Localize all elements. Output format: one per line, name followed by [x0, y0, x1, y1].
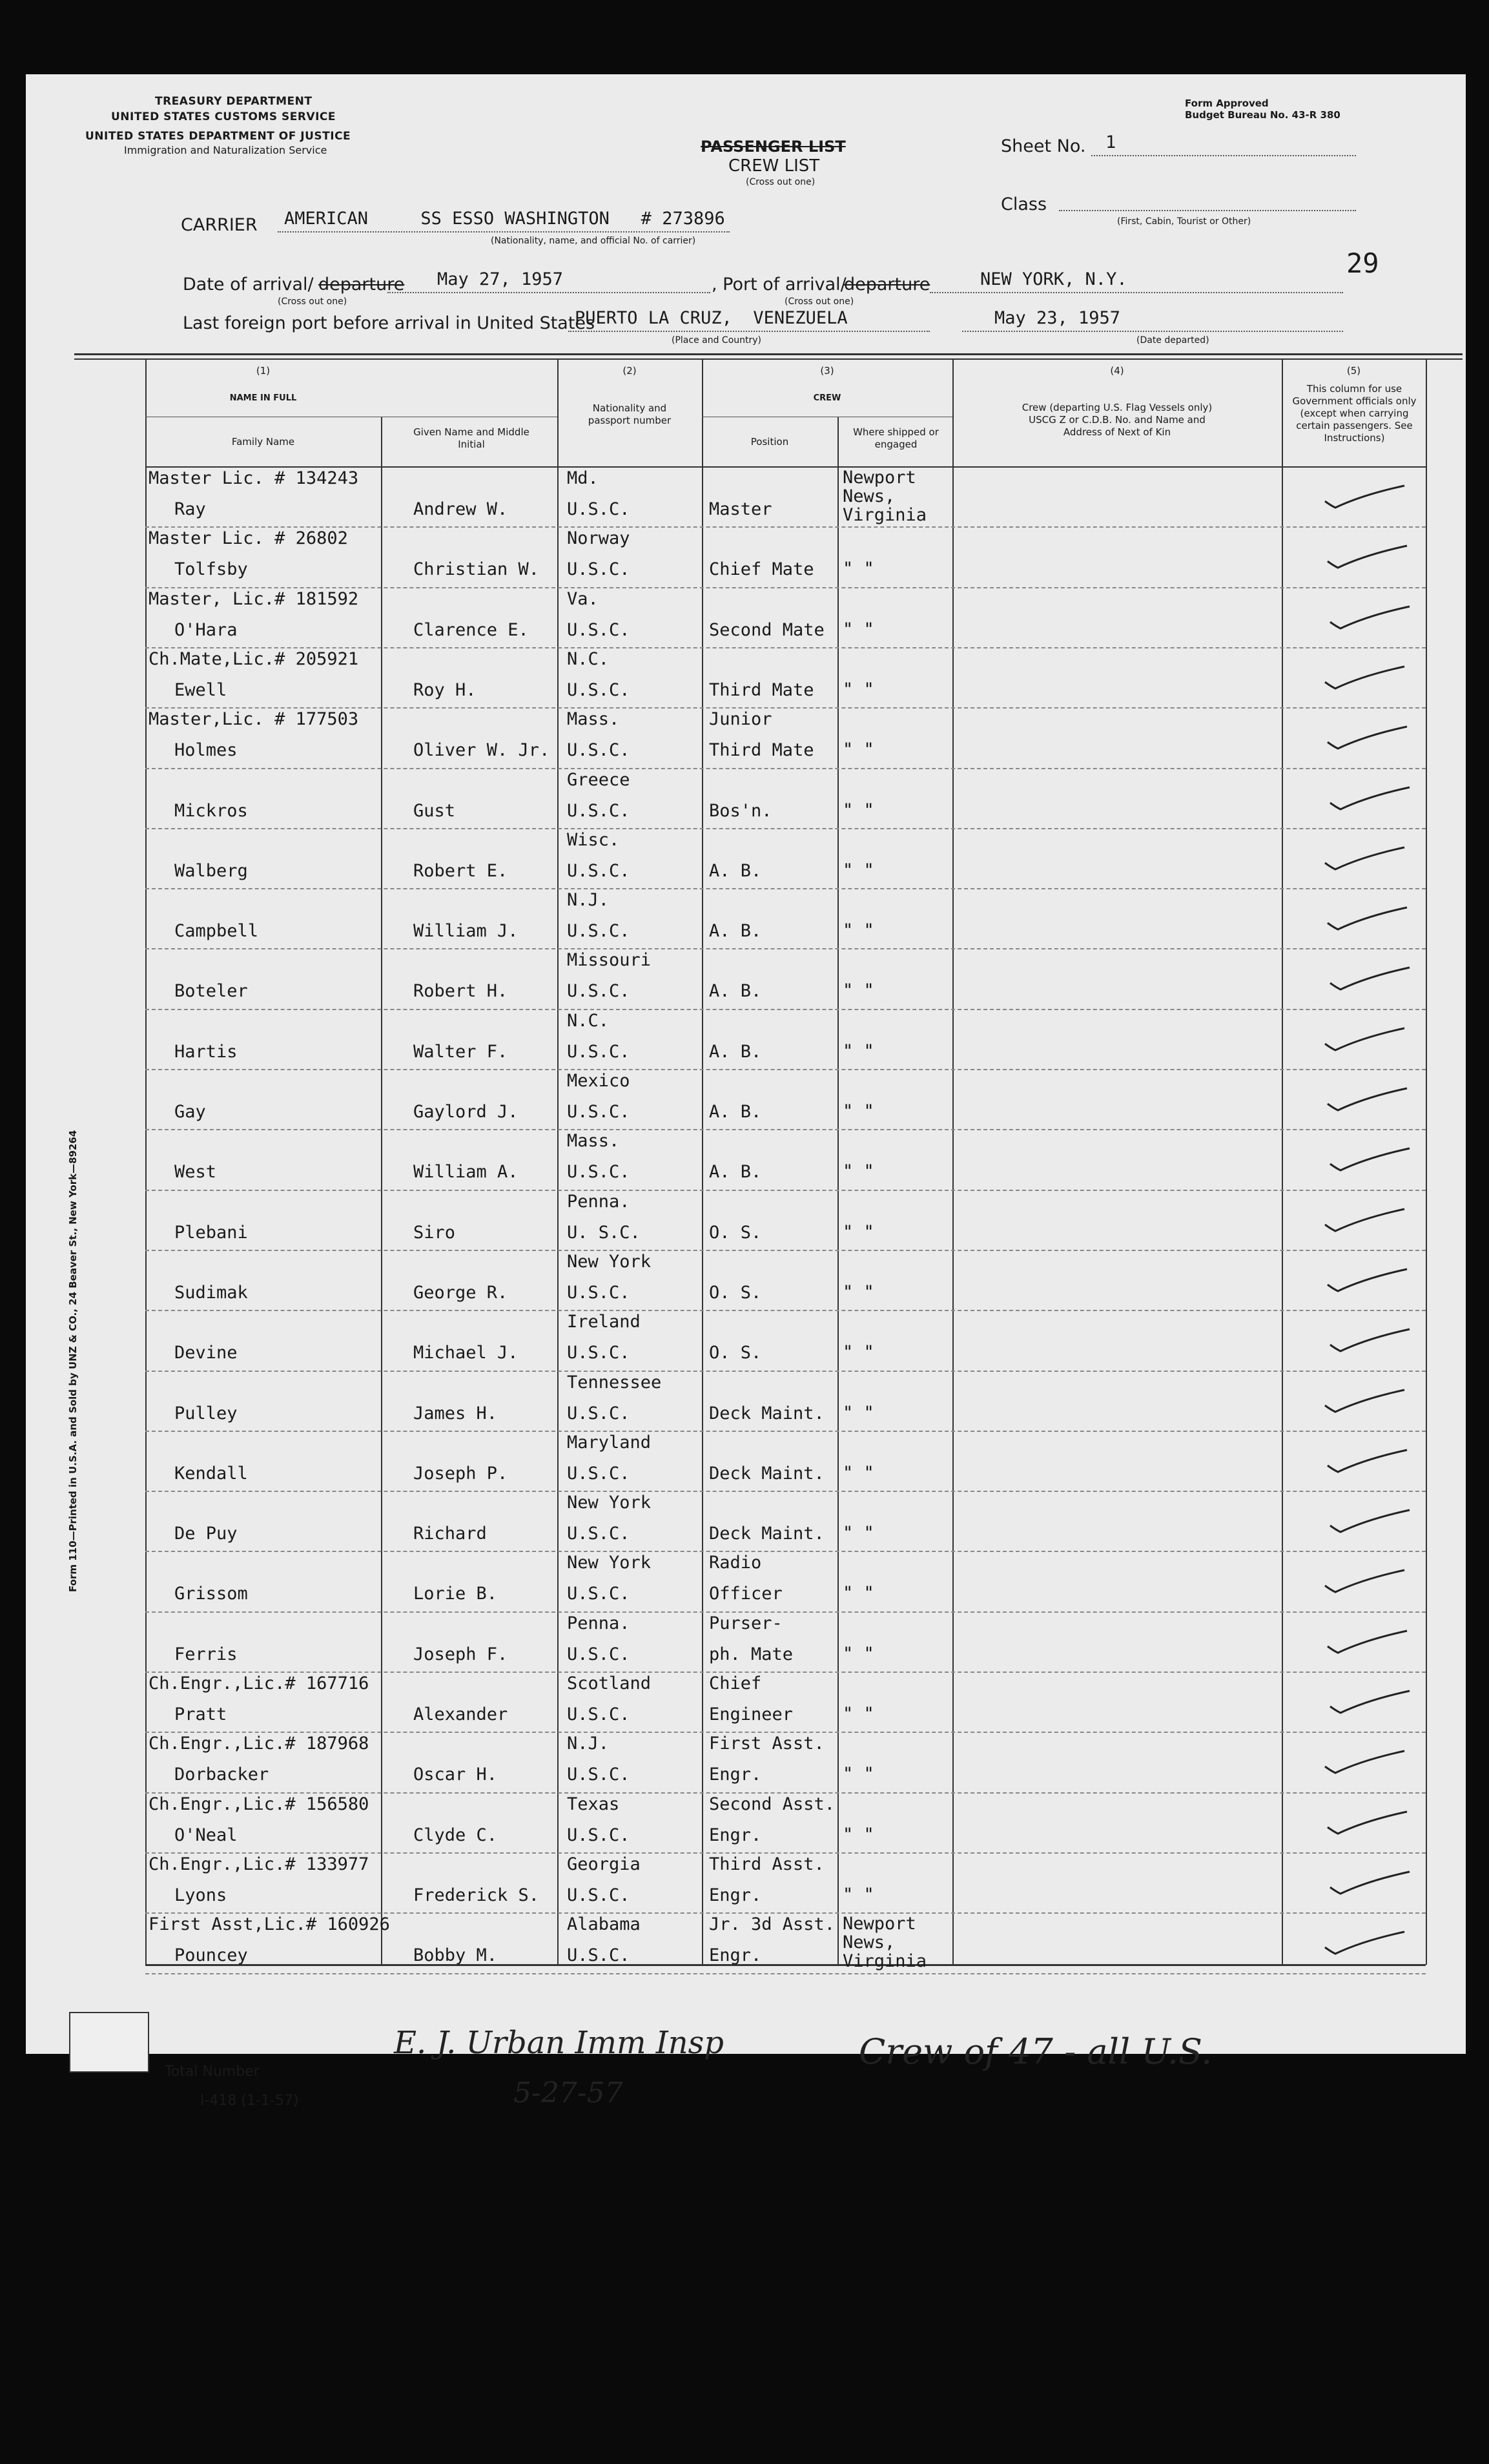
given-name: Frederick S.	[413, 1885, 540, 1905]
passport-nationality: U. S.C.	[567, 1222, 641, 1243]
col1-sub: NAME IN FULL	[229, 393, 297, 403]
nationality-origin: New York	[567, 1553, 652, 1573]
position: O. S.	[709, 1282, 762, 1303]
row-separator	[145, 1250, 1426, 1252]
position: Deck Maint.	[709, 1524, 825, 1544]
passport-nationality: U.S.C.	[567, 1403, 630, 1424]
sheet-value: 1	[1105, 132, 1116, 152]
license-note: Master Lic. # 134243	[149, 468, 359, 488]
position-line-1: Purser-	[709, 1613, 783, 1633]
agency-line-4: Immigration and Naturalization Service	[124, 144, 327, 156]
given-name: William A.	[413, 1162, 519, 1183]
passport-nationality: U.S.C.	[567, 1282, 630, 1303]
passport-nationality: U.S.C.	[567, 1945, 630, 1966]
given-name: Gust	[413, 800, 456, 821]
title-note: (Cross out one)	[746, 177, 816, 187]
official-check-icon	[1326, 1086, 1410, 1118]
where-shipped: " "	[843, 860, 874, 880]
class-label: Class	[1001, 194, 1047, 214]
nationality-origin: Georgia	[567, 1854, 641, 1874]
position: Engr.	[709, 1765, 762, 1785]
nationality-origin: Mass.	[567, 1131, 620, 1152]
where-shipped: " "	[843, 980, 874, 1001]
position: Chief Mate	[709, 559, 814, 580]
col3-num: (3)	[820, 365, 834, 377]
passport-nationality: U.S.C.	[567, 1463, 630, 1484]
crew-total-note: Crew of 47 - all U.S.	[859, 2031, 1213, 2072]
last-port-date: May 23, 1957	[994, 308, 1121, 328]
row-separator	[145, 1611, 1426, 1613]
official-check-icon	[1324, 483, 1408, 515]
passport-nationality: U.S.C.	[567, 559, 630, 580]
crew-list-title: CREW LIST	[728, 156, 820, 176]
family-name: Campbell	[174, 921, 259, 942]
official-check-icon	[1324, 1026, 1408, 1058]
row-separator	[145, 888, 1426, 890]
family-name: Hartis	[174, 1041, 238, 1062]
agency-line-3: UNITED STATES DEPARTMENT OF JUSTICE	[85, 130, 351, 143]
col1-num: (1)	[256, 365, 271, 377]
where-shipped: " "	[843, 1402, 874, 1423]
family-name: Holmes	[174, 740, 238, 761]
printer-margin-note: Form 110—Printed in U.S.A. and Sold by UNZ & CO., 24 Beaver St., New York—89264	[67, 1130, 79, 1592]
given-name: Clyde C.	[413, 1825, 498, 1845]
arrival-date-label: Date of arrival/	[183, 274, 314, 295]
nationality-origin: Penna.	[567, 1613, 630, 1633]
col2-num: (2)	[622, 365, 637, 377]
position: Engr.	[709, 1825, 762, 1845]
passport-nationality: U.S.C.	[567, 1584, 630, 1604]
family-name: Ray	[174, 499, 206, 519]
family-name: Ferris	[174, 1644, 238, 1664]
family-name: O'Neal	[174, 1825, 238, 1845]
license-note: First Asst,Lic.# 160926	[149, 1914, 390, 1935]
official-check-icon	[1326, 905, 1410, 937]
family-name: Dorbacker	[174, 1765, 269, 1785]
carrier-note: (Nationality, name, and official No. of carrier)	[491, 236, 696, 246]
row-separator	[145, 1190, 1426, 1192]
where-shipped: " "	[843, 1523, 874, 1544]
license-note: Ch.Engr.,Lic.# 187968	[149, 1734, 369, 1754]
nationality-origin: Mexico	[567, 1071, 630, 1091]
where-shipped: " "	[843, 1161, 874, 1182]
official-check-icon	[1324, 1568, 1408, 1600]
sheet-label: Sheet No.	[1001, 136, 1086, 156]
official-check-icon	[1326, 543, 1410, 575]
passport-nationality: U.S.C.	[567, 1885, 630, 1905]
position-line-1: Third Asst.	[709, 1854, 825, 1874]
where-shipped: " "	[843, 1040, 874, 1061]
nationality-origin: N.J.	[567, 1734, 610, 1754]
col5-num: (5)	[1346, 365, 1361, 377]
given-name: Richard	[413, 1524, 487, 1544]
where-shipped: " "	[843, 1824, 874, 1845]
given-name: Walter F.	[413, 1041, 508, 1062]
row-separator	[145, 1431, 1426, 1433]
arrival-date-struck: departure	[318, 274, 405, 295]
family-name: Pratt	[174, 1704, 227, 1724]
passport-nationality: U.S.C.	[567, 499, 630, 519]
nationality-origin: N.C.	[567, 1010, 610, 1031]
where-shipped: " "	[843, 1101, 874, 1121]
carrier-label: CARRIER	[181, 215, 258, 235]
row-separator	[145, 1069, 1426, 1071]
official-check-icon	[1326, 1628, 1410, 1661]
nationality-origin: Norway	[567, 528, 630, 549]
passport-nationality: U.S.C.	[567, 1704, 630, 1724]
position: O. S.	[709, 1343, 762, 1363]
family-name: West	[174, 1162, 217, 1183]
given-name: George R.	[413, 1282, 508, 1303]
passenger-list-struck: PASSENGER LIST	[701, 138, 846, 156]
where-shipped: " "	[843, 1884, 874, 1905]
where-shipped: " "	[843, 679, 874, 699]
given-name: James H.	[413, 1403, 498, 1424]
form-approved: Form Approved	[1185, 98, 1269, 109]
given-name: Gaylord J.	[413, 1102, 519, 1122]
position-line-1: Chief	[709, 1673, 762, 1693]
official-check-icon	[1329, 1869, 1413, 1901]
position: Third Mate	[709, 740, 814, 761]
nationality-origin: Greece	[567, 769, 630, 790]
official-check-icon	[1329, 604, 1413, 636]
where-shipped: " "	[843, 1583, 874, 1604]
passport-nationality: U.S.C.	[567, 1041, 630, 1062]
family-name: Devine	[174, 1343, 238, 1363]
official-check-icon	[1326, 724, 1410, 756]
position: Master	[709, 499, 772, 519]
col2-sub: Nationality and passport number	[588, 402, 672, 426]
position-line-1: Radio	[709, 1553, 762, 1573]
carrier-value: AMERICAN SS ESSO WASHINGTON # 273896	[284, 209, 725, 229]
row-separator	[145, 1310, 1426, 1312]
given-name: Bobby M.	[413, 1945, 498, 1966]
position: Second Mate	[709, 619, 825, 640]
family-name: Pulley	[174, 1403, 238, 1424]
nationality-origin: Penna.	[567, 1191, 630, 1212]
nationality-origin: Va.	[567, 588, 599, 609]
budget-bureau: Budget Bureau No. 43-R 380	[1185, 109, 1340, 121]
place-note: (Place and Country)	[672, 335, 762, 346]
where-head: Where shipped or engaged	[853, 426, 939, 450]
given-name: William J.	[413, 921, 519, 942]
form-code: I-418 (1-1-57)	[200, 2093, 299, 2109]
nationality-origin: N.C.	[567, 648, 610, 669]
passport-nationality: U.S.C.	[567, 981, 630, 1002]
position: Deck Maint.	[709, 1463, 825, 1484]
row-separator	[145, 1371, 1426, 1372]
nationality-origin: Alabama	[567, 1914, 641, 1935]
license-note: Ch.Mate,Lic.# 205921	[149, 648, 359, 669]
position: A. B.	[709, 860, 762, 881]
position: A. B.	[709, 1041, 762, 1062]
nationality-origin: New York	[567, 1493, 652, 1513]
family-name: Gay	[174, 1102, 206, 1122]
where-shipped: Newport News, Virginia	[843, 468, 927, 525]
crew-list-form	[26, 74, 1466, 2109]
nationality-origin: Wisc.	[567, 829, 620, 850]
where-shipped: Newport News, Virginia	[843, 1914, 927, 1972]
official-check-icon	[1329, 1327, 1413, 1359]
family-name: Ewell	[174, 679, 227, 700]
given-name: Clarence E.	[413, 619, 529, 640]
given-name: Alexander	[413, 1704, 508, 1724]
agency-line-2: UNITED STATES CUSTOMS SERVICE	[111, 110, 336, 123]
position-line-1: First Asst.	[709, 1734, 825, 1754]
official-check-icon	[1329, 785, 1413, 817]
nationality-origin: Texas	[567, 1794, 620, 1814]
where-shipped: " "	[843, 800, 874, 820]
position: A. B.	[709, 981, 762, 1002]
position-line-1: Junior	[709, 709, 772, 730]
family-name: Pouncey	[174, 1945, 248, 1966]
where-shipped: " "	[843, 1221, 874, 1242]
nationality-origin: Tennessee	[567, 1372, 662, 1392]
given-name: Andrew W.	[413, 499, 508, 519]
license-note: Master, Lic.# 181592	[149, 588, 359, 609]
family-name: O'Hara	[174, 619, 238, 640]
col4-num: (4)	[1110, 365, 1124, 377]
row-separator	[145, 948, 1426, 950]
passport-nationality: U.S.C.	[567, 1524, 630, 1544]
given-name: Lorie B.	[413, 1584, 498, 1604]
passport-nationality: U.S.C.	[567, 1162, 630, 1183]
position: A. B.	[709, 1162, 762, 1183]
nationality-origin: Md.	[567, 468, 599, 488]
row-separator	[145, 1009, 1426, 1011]
row-separator	[145, 1491, 1426, 1493]
given-name: Robert H.	[413, 981, 508, 1002]
where-shipped: " "	[843, 740, 874, 760]
row-separator	[145, 1129, 1426, 1131]
passport-nationality: U.S.C.	[567, 1765, 630, 1785]
last-port-label: Last foreign port before arrival in United States	[183, 313, 595, 333]
where-shipped: " "	[843, 1281, 874, 1302]
port-struck: departure	[844, 274, 930, 295]
official-check-icon	[1329, 1507, 1413, 1540]
family-name: De Puy	[174, 1524, 238, 1544]
passport-nationality: U.S.C.	[567, 679, 630, 700]
family-name: Kendall	[174, 1463, 248, 1484]
passport-nationality: U.S.C.	[567, 800, 630, 821]
family-name: Sudimak	[174, 1282, 248, 1303]
passport-nationality: U.S.C.	[567, 1102, 630, 1122]
position: O. S.	[709, 1222, 762, 1243]
official-check-icon	[1324, 845, 1408, 877]
port-value: NEW YORK, N.Y.	[980, 269, 1127, 289]
nationality-origin: Scotland	[567, 1673, 652, 1693]
port-cross-note: (Cross out one)	[785, 296, 854, 307]
nationality-origin: Ireland	[567, 1312, 641, 1332]
official-check-icon	[1329, 965, 1413, 997]
family-name: Tolfsby	[174, 559, 248, 580]
license-note: Ch.Engr.,Lic.# 133977	[149, 1854, 369, 1874]
given-name: Roy H.	[413, 679, 477, 700]
family-name: Boteler	[174, 981, 248, 1002]
col5-sub: This column for use Government officials only (except when carrying certain passengers. See Instructions)	[1292, 383, 1417, 444]
given-name: Joseph F.	[413, 1644, 508, 1664]
last-port-value: PUERTO LA CRUZ, VENEZUELA	[575, 308, 848, 328]
date-cross-note: (Cross out one)	[278, 296, 347, 307]
position: Officer	[709, 1584, 783, 1604]
class-note: (First, Cabin, Tourist or Other)	[1117, 216, 1251, 227]
nationality-origin: Maryland	[567, 1432, 652, 1453]
passport-nationality: U.S.C.	[567, 860, 630, 881]
nationality-origin: Mass.	[567, 709, 620, 730]
total-number-label: Total Number	[165, 2064, 260, 2080]
row-separator	[145, 1973, 1426, 1975]
family-name-head: Family Name	[231, 436, 295, 448]
official-check-icon	[1324, 1206, 1408, 1239]
port-label: , Port of arrival/	[712, 274, 847, 295]
where-shipped: " "	[843, 1462, 874, 1483]
nationality-origin: New York	[567, 1251, 652, 1272]
position: A. B.	[709, 1102, 762, 1122]
position-line-1: Jr. 3d Asst.	[709, 1914, 836, 1935]
position: Deck Maint.	[709, 1403, 825, 1424]
given-name: Oscar H.	[413, 1765, 498, 1785]
position: Bos'n.	[709, 800, 772, 821]
official-check-icon	[1324, 1387, 1408, 1420]
license-note: Master Lic. # 26802	[149, 528, 348, 549]
given-name: Oliver W. Jr.	[413, 740, 550, 761]
official-check-icon	[1324, 664, 1408, 696]
official-check-icon	[1329, 1688, 1413, 1721]
row-separator	[145, 828, 1426, 830]
total-number-box[interactable]	[69, 2012, 149, 2073]
agency-line-1: TREASURY DEPARTMENT	[155, 95, 313, 108]
family-name: Grissom	[174, 1584, 248, 1604]
license-note: Ch.Engr.,Lic.# 167716	[149, 1673, 369, 1693]
family-name: Plebani	[174, 1222, 248, 1243]
where-shipped: " "	[843, 1342, 874, 1363]
given-name: Michael J.	[413, 1343, 519, 1363]
col4-sub: Crew (departing U.S. Flag Vessels only) USCG Z or C.D.B. No. and Name and Address of Next of Kin	[1022, 402, 1213, 438]
where-shipped: " "	[843, 559, 874, 579]
passport-nationality: U.S.C.	[567, 619, 630, 640]
nationality-origin: N.J.	[567, 890, 610, 911]
license-note: Ch.Engr.,Lic.# 156580	[149, 1794, 369, 1814]
official-check-icon	[1326, 1809, 1410, 1841]
row-separator	[145, 1551, 1426, 1553]
passport-nationality: U.S.C.	[567, 921, 630, 942]
where-shipped: " "	[843, 1704, 874, 1724]
family-name: Walberg	[174, 860, 248, 881]
official-check-icon	[1326, 1447, 1410, 1480]
passport-nationality: U.S.C.	[567, 1343, 630, 1363]
given-name: Joseph P.	[413, 1463, 508, 1484]
position: Third Mate	[709, 679, 814, 700]
given-name: Siro	[413, 1222, 456, 1243]
where-shipped: " "	[843, 920, 874, 941]
given-name: Christian W.	[413, 559, 540, 580]
signature-date: 5-27-57	[513, 2076, 623, 2109]
where-shipped: " "	[843, 1643, 874, 1664]
position: ph. Mate	[709, 1644, 794, 1664]
passport-nationality: U.S.C.	[567, 1825, 630, 1845]
where-shipped: " "	[843, 619, 874, 639]
position: Engr.	[709, 1945, 762, 1966]
nationality-origin: Missouri	[567, 950, 652, 971]
position-line-1: Second Asst.	[709, 1794, 836, 1814]
col3-sub: CREW	[813, 393, 841, 403]
family-name: Lyons	[174, 1885, 227, 1905]
row-separator	[145, 768, 1426, 770]
position: A. B.	[709, 921, 762, 942]
license-note: Master,Lic. # 177503	[149, 709, 359, 730]
where-shipped: " "	[843, 1764, 874, 1785]
position: Engr.	[709, 1885, 762, 1905]
passport-nationality: U.S.C.	[567, 1644, 630, 1664]
passport-nationality: U.S.C.	[567, 740, 630, 761]
arrival-date-value: May 27, 1957	[437, 269, 564, 289]
official-check-icon	[1324, 1929, 1408, 1962]
inspector-signature: E. J. Urban Imm Insp	[394, 2025, 724, 2061]
position-head: Position	[750, 436, 789, 448]
page-number: 29	[1346, 247, 1379, 279]
official-check-icon	[1329, 1146, 1413, 1178]
official-check-icon	[1324, 1748, 1408, 1781]
position: Engineer	[709, 1704, 794, 1724]
given-name: Robert E.	[413, 860, 508, 881]
family-name: Mickros	[174, 800, 248, 821]
official-check-icon	[1326, 1267, 1410, 1299]
given-name-head: Given Name and Middle Initial	[413, 426, 529, 450]
date-departed-note: (Date departed)	[1136, 335, 1209, 346]
